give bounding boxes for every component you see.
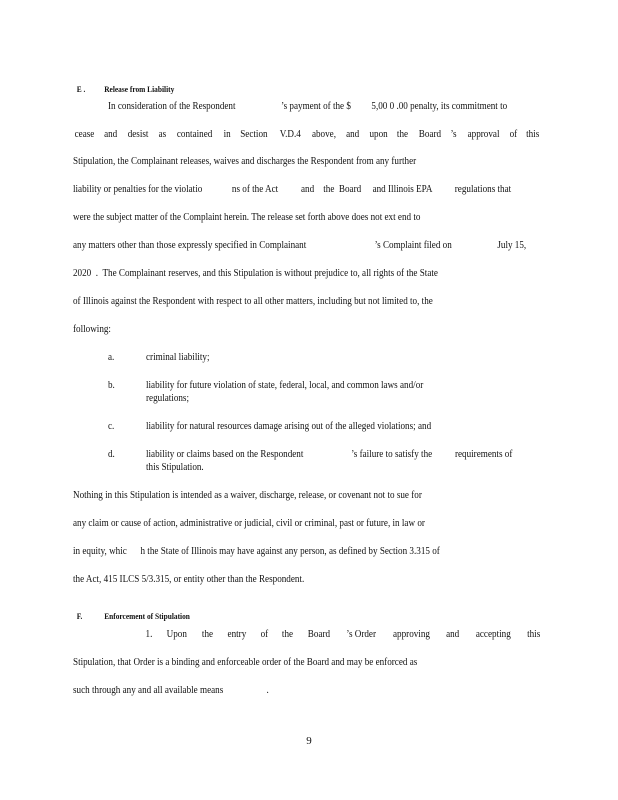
justified-line [145,630,541,641]
paragraph-line: Nothing in this Stipulation is intended as a waiver, discharge, release, or covenant not to sue for [73,490,422,501]
word: 1. [145,629,153,640]
word: this [526,629,540,640]
list-item-text: criminal liability; [146,352,210,363]
paragraph-line: any claim or cause of action, administrative or judicial, civil or criminal, past or future, in law or [73,518,425,529]
word: in [223,129,231,140]
word: and [104,129,118,140]
list-item-marker: c. [108,421,115,432]
word: ’s [450,129,457,140]
word: as [158,129,166,140]
word: approval [467,129,500,140]
justified-line [73,130,541,141]
paragraph-line: following: [73,324,111,335]
paragraph-line: liability or penalties for the violatio ns of the Act and the Board and Illinois EPA regulations that [73,184,512,195]
list-item-marker: a. [108,352,115,363]
word: of [509,129,518,140]
word: the [201,629,213,640]
paragraph-line: Stipulation, the Complainant releases, waives and discharges the Respondent from any further [73,156,417,167]
paragraph-line: were the subject matter of the Complaint herein. The release set forth above does not ext end to [73,212,421,223]
section-e-heading [73,76,174,93]
list-item-text: liability for natural resources damage arising out of the alleged violations; and [146,421,432,432]
word: Board [418,129,441,140]
paragraph-line: the Act, 415 ILCS 5/3.315, or entity other than the Respondent. [73,574,305,585]
paragraph-line: 2020 . The Complainant reserves, and this Stipulation is without prejudice to, all rights of the State [73,268,438,279]
word: the [281,629,293,640]
word: contained [176,129,213,140]
list-item-text: regulations; [146,393,190,404]
list-item-marker: b. [108,380,115,391]
paragraph-line: any matters other than those expressly specified in Complainant ’s Complaint filed on July 15, [73,240,527,251]
word: above, [311,129,336,140]
list-item-text: this Stipulation. [146,462,204,473]
section-f-label: F. [76,610,83,621]
list-item-marker: d. [108,449,115,460]
paragraph-line: In consideration of the Respondent ’s payment of the $ 5,00 0 .00 penalty, its commitment to [108,101,508,112]
word: cease [74,129,95,140]
word: entry [227,629,247,640]
page-number: 9 [306,735,312,747]
word: Board [307,629,330,640]
word: upon [369,129,388,140]
section-e-label: E . [76,83,86,94]
paragraph-line: in equity, whic h the State of Illinois may have against any person, as defined by Section 3.315 of [73,546,440,557]
paragraph-line: of Illinois against the Respondent with respect to all other matters, including but not limited to, the [73,296,433,307]
section-e-title: Release from Liability [104,83,175,94]
word: accepting [475,629,511,640]
word: the [397,129,409,140]
list-item-text: liability or claims based on the Respondent ’s failure to satisfy the requirements of [146,449,513,460]
word: and [346,129,360,140]
word: V.D.4 [279,129,301,140]
list-item-text: liability for future violation of state, federal, local, and common laws and/or [146,380,424,391]
word: Section [240,129,268,140]
word: of [260,629,268,640]
section-f-heading [73,603,190,620]
word: and [446,629,460,640]
word: this [526,129,540,140]
word: approving [393,629,431,640]
word: ’s Order [346,629,376,640]
word: Upon [166,629,187,640]
word: desist [127,129,149,140]
paragraph-line: Stipulation, that Order is a binding and enforceable order of the Board and may be enforced as [73,657,418,668]
paragraph-line: such through any and all available means . [73,685,269,696]
section-f-title: Enforcement of Stipulation [104,610,190,621]
